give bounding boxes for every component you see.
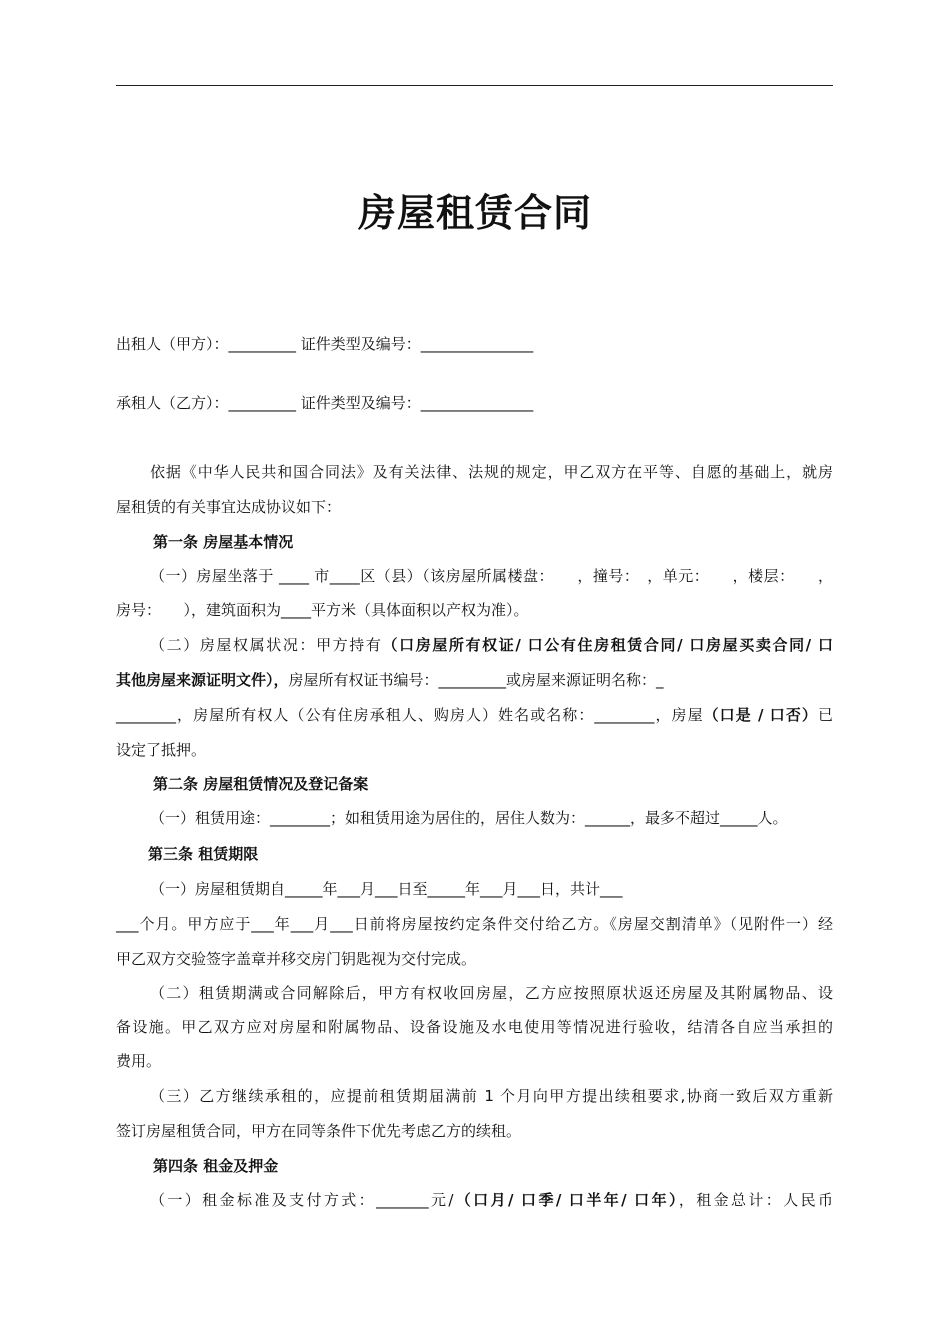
- rent-total-label: ，租金总计：人民币: [678, 1191, 833, 1209]
- article-1-heading: 第一条 房屋基本情况: [153, 533, 294, 551]
- lessee-line: 承租人（乙方）：_________ 证件类型及编号：_______________: [116, 394, 534, 412]
- article-2-line-1: （一）租赁用途：________；如租赁用途为居住的，居住人数为：______，最多不超过_____人。: [150, 809, 788, 827]
- article-1-line-4: [116, 670, 833, 690]
- article-3-line-4: （二）租赁期满或合同解除后，甲方有权收回房屋，乙方应按照原状返还房屋及其附属物品、设: [150, 984, 833, 1002]
- article-1-line-6: 设定了抵押。: [116, 741, 207, 759]
- article-3-line-1: （一）房屋租赁期自_____年___月___日至_____年___月___日，共计___: [150, 880, 623, 898]
- header-rule: [116, 85, 833, 86]
- preamble-line-2: 屋租赁的有关事宜达成协议如下：: [116, 498, 342, 516]
- article-4-line-1: [150, 1190, 833, 1210]
- rent-period-options: （口月/ 口季/ 口半年/ 口年）: [453, 1191, 679, 1209]
- preamble-line-1: 依据《中华人民共和国合同法》及有关法律、法规的规定，甲乙双方在平等、自愿的基础上，就房: [150, 463, 833, 481]
- owner-name-line: ________，房屋所有权人（公有住房承租人、购房人）姓名或名称：________，房屋: [116, 706, 704, 724]
- article-2-heading: 第二条 房屋租赁情况及登记备案: [153, 775, 369, 793]
- article-1-line-5: [116, 705, 833, 725]
- article-3-line-3: 甲乙双方交验签字盖章并移交房门钥匙视为交付完成。: [116, 950, 477, 968]
- rent-standard-label: （一）租金标准及支付方式：_______元/: [150, 1191, 454, 1209]
- article-3-line-2: ___个月。甲方应于___年___月___日前将房屋按约定条件交付给乙方。《房屋交割清单》（见附件一）经: [116, 915, 833, 933]
- article-1-line-3: [150, 635, 833, 655]
- mortgage-options: （口是 / 口否）: [703, 706, 818, 724]
- article-3-line-5: 备设施。甲乙双方应对房屋和附属物品、设备设施及水电使用等情况进行验收，结清各自应当承担的: [116, 1018, 833, 1036]
- lessor-line: 出租人（甲方）：_________ 证件类型及编号：_______________: [116, 335, 534, 353]
- article-3-line-6: 费用。: [116, 1052, 162, 1070]
- mortgage-suffix: 已: [817, 706, 833, 724]
- article-3-heading: 第三条 租赁期限: [148, 845, 259, 863]
- article-1-line-2: 房号： ），建筑面积为____平方米（具体面积以产权为准）。: [116, 601, 529, 619]
- article-4-heading: 第四条 租金及押金: [153, 1157, 279, 1175]
- article-1-line-1: （一）房屋坐落于 ____ 市____区（县）（该房屋所属楼盘： ，撞号： ，单元： ，楼层： ，: [150, 567, 833, 585]
- other-proof-option: 其他房屋来源证明文件），: [116, 671, 289, 689]
- certificate-number-line: 房屋所有权证书编号：_________或房屋来源证明名称：_: [288, 671, 664, 689]
- ownership-label: （二）房屋权属状况：甲方持有: [150, 636, 383, 654]
- article-3-line-8: 签订房屋租赁合同，甲方在同等条件下优先考虑乙方的续租。: [116, 1122, 522, 1140]
- article-3-line-7: （三）乙方继续承租的，应提前租赁期届满前 1 个月向甲方提出续租要求,协商一致后双方重新: [150, 1087, 833, 1105]
- ownership-options: （口房屋所有权证/ 口公有住房租赁合同/ 口房屋买卖合同/ 口: [382, 636, 833, 654]
- document-title: 房屋租赁合同: [357, 191, 592, 235]
